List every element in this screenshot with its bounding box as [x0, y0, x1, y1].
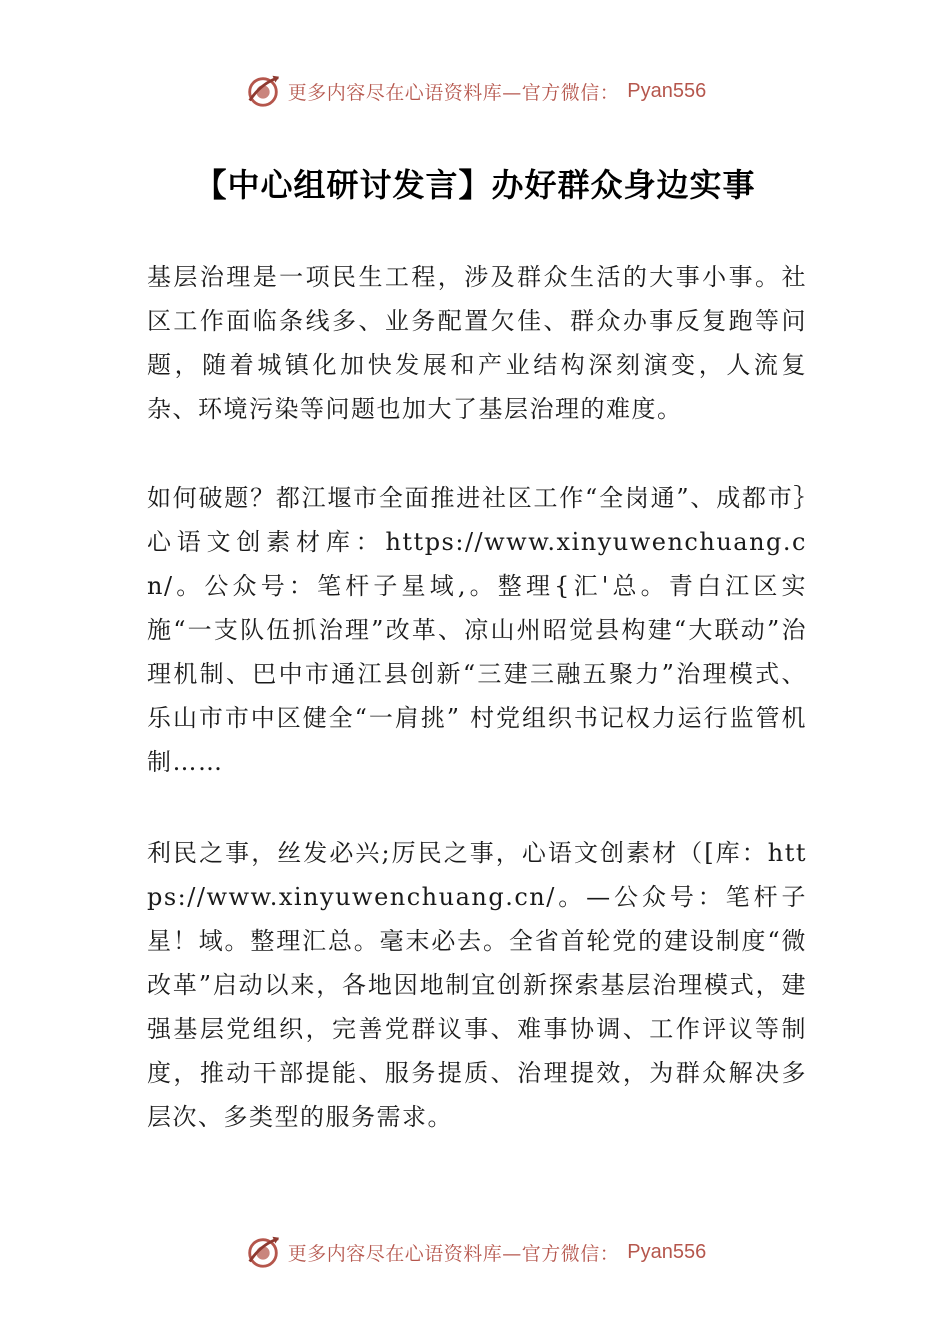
logo-icon	[244, 1233, 282, 1271]
footer-watermark-handle: Pyan556	[627, 1240, 707, 1263]
paragraph-1: 基层治理是一项民生工程，涉及群众生活的大事小事。社区工作面临条线多、业务配置欠佳、群众办事反复跑等问题，随着城镇化加快发展和产业结构深刻演变，人流复杂、环境污染等问题也加大了基层治理的难度。	[147, 263, 807, 423]
footer-watermark-text: 更多内容尽在心语资料库—官方微信：	[287, 1242, 620, 1265]
header-watermark-handle: Pyan556	[627, 79, 707, 102]
footer-watermark-banner	[0, 1233, 950, 1271]
document-title: 【中心组研讨发言】办好群众身边实事	[194, 166, 756, 204]
paragraph-3: 利民之事，丝发必兴;厉民之事，心语文创素材（[库：https://www.xinyuwenchuang.cn/。—公众号：笔杆子星！域。整理汇总。毫末必去。全省首轮党的建设制度“微改革”启动以来，各地因地制宜创新探索基层治理模式，建强基层党组织，完善党群议事、难事协调、工作评议等制度，推动干部提能、服务提质、治理提效，为群众解决多层次、多类型的服务需求。	[147, 839, 807, 1131]
logo-icon	[244, 72, 282, 110]
header-watermark-text: 更多内容尽在心语资料库—官方微信：	[287, 81, 620, 104]
header-watermark-banner	[0, 72, 950, 110]
paragraph-2: 如何破题？都江堰市全面推进社区工作“全岗通”、成都市｝心语文创素材库：https://www.xinyuwenchuang.cn/。公众号：笔杆子星域,。整理{汇'总。青白江区实施“一支队伍抓治理”改革、凉山州昭觉县构建“大联动”治理机制、巴中市通江县创新“三建三融五聚力”治理模式、乐山市市中区健全“一肩挑” 村党组织书记权力运行监管机制……	[147, 484, 807, 776]
